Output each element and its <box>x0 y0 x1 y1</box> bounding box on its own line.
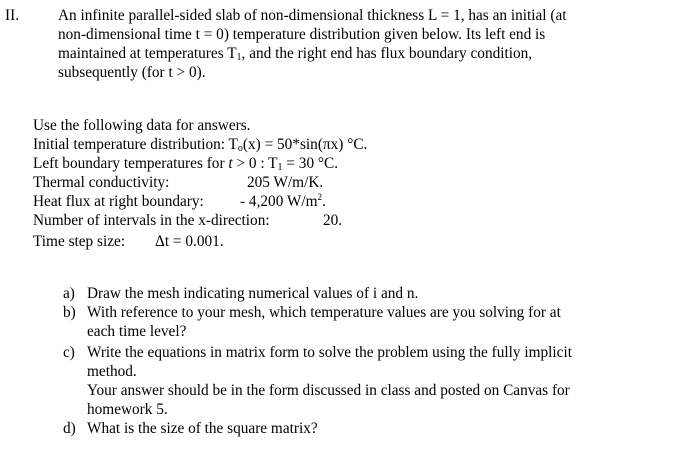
heat-flux-row <box>33 192 663 211</box>
subscript: 1 <box>277 162 283 173</box>
part-a <box>63 284 668 303</box>
part-line: With reference to your mesh, which temperature values are you solving for at <box>87 304 561 321</box>
data-value: 205 W/m/K. <box>247 174 324 191</box>
data-label: Number of intervals in the x-direction: <box>33 212 270 229</box>
data-label: Thermal conductivity: <box>33 174 170 191</box>
intro-text: maintained at temperatures T <box>58 45 237 62</box>
question-intro <box>58 6 668 82</box>
superscript: 2 <box>317 192 322 202</box>
part-b <box>63 303 668 341</box>
data-value: . <box>321 193 326 210</box>
intro-line: non-dimensional time t = 0) temperature distribution given below. Its left end is <box>58 26 546 43</box>
part-line: Your answer should be in the form discussed in class and posted on Canvas for <box>87 382 570 399</box>
question-parts <box>63 284 668 438</box>
part-d <box>63 419 668 438</box>
data-value: 20. <box>323 212 343 229</box>
data-label: t <box>228 155 233 172</box>
part-letter: c) <box>63 344 75 361</box>
data-value: - 4,200 W/m <box>240 193 318 210</box>
part-c <box>63 343 668 419</box>
data-heading: Use the following data for answers. <box>33 117 251 134</box>
data-value: (x) = 50*sin(πx) °C. <box>242 136 368 153</box>
part-line: Write the equations in matrix form to solve the problem using the fully implicit <box>87 344 572 361</box>
part-line: method. <box>87 363 137 380</box>
data-value: = 30 °C. <box>282 155 339 172</box>
part-line: What is the size of the square matrix? <box>87 420 318 437</box>
intervals-row <box>33 211 663 230</box>
data-label: Left boundary temperatures for <box>33 155 229 172</box>
part-line: each time level? <box>87 323 187 340</box>
intro-line: An infinite parallel-sided slab of non-dimensional thickness L = 1, has an initial (at <box>58 7 567 24</box>
intro-line: subsequently (for t > 0). <box>58 64 206 81</box>
question-number: II. <box>5 7 20 24</box>
data-label: Time step size: <box>33 233 126 250</box>
intro-line <box>58 44 668 63</box>
subscript: 1 <box>236 52 242 63</box>
part-letter: a) <box>63 285 75 302</box>
data-label: Heat flux at right boundary: <box>33 193 204 210</box>
left-boundary-row <box>33 154 663 173</box>
intro-text: , and the right end has flux boundary condition, <box>241 45 533 62</box>
part-line: homework 5. <box>87 401 168 418</box>
part-letter: b) <box>63 304 76 321</box>
data-value: Δt = 0.001. <box>155 233 224 250</box>
data-label: Initial temperature distribution: T <box>33 136 238 153</box>
time-step-row <box>33 232 663 251</box>
part-letter: d) <box>63 420 76 437</box>
subscript: o <box>237 143 243 154</box>
data-label: > 0 : T <box>232 155 278 172</box>
conductivity-row <box>33 173 663 192</box>
initial-temperature-row <box>33 135 663 154</box>
part-line: Draw the mesh indicating numerical values of i and n. <box>87 285 419 302</box>
given-data <box>33 116 663 251</box>
